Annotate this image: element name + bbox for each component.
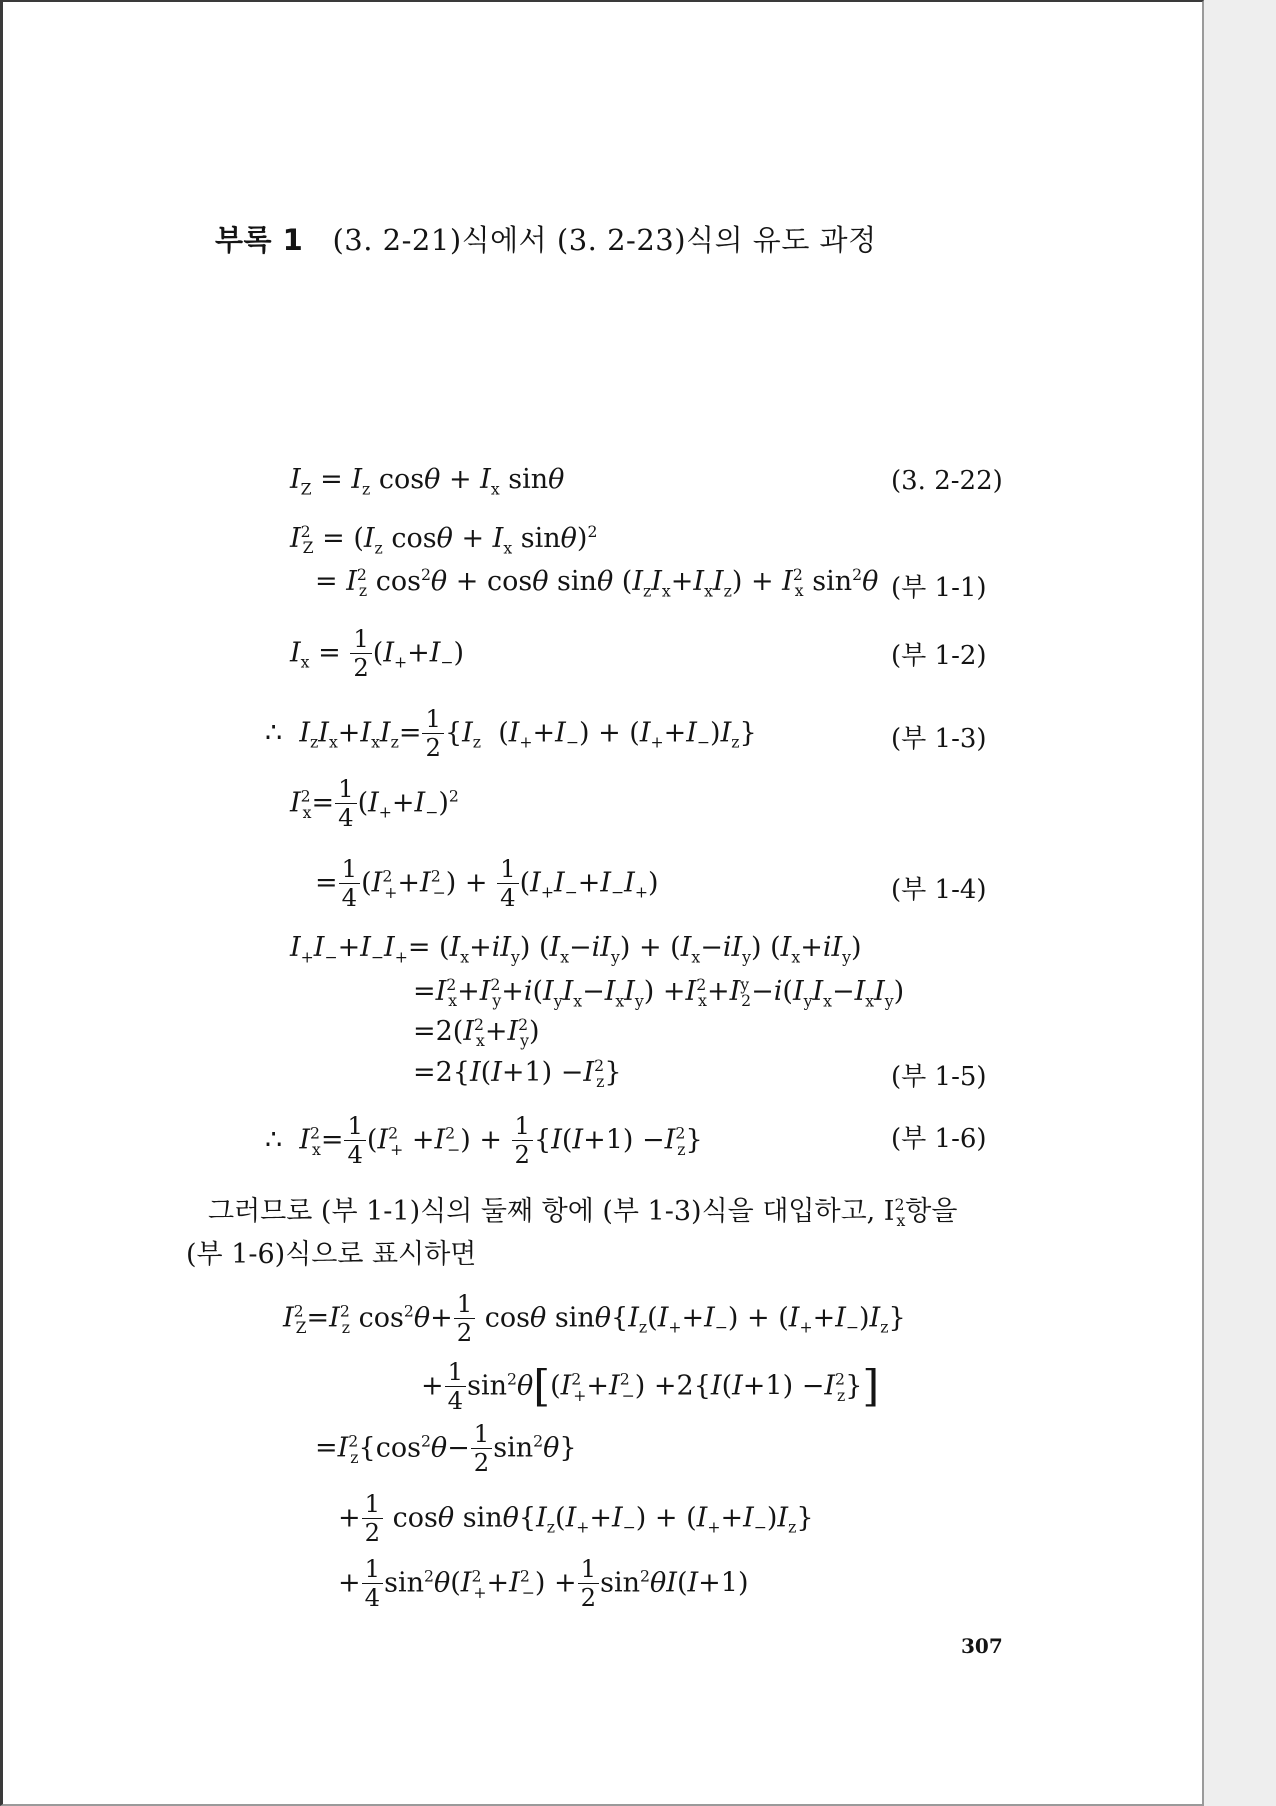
equation-number: (부 1-5) [891,1062,987,1092]
equation-number: (부 1-4) [891,875,987,905]
equation-bu-1-1-line1: $I^2_Z = (I_z$ $\cos\theta + I_x$ sinθ)$^2$ [290,522,598,558]
equation-number: (부 1-3) [891,724,987,754]
equation-bu-1-4: = $\frac{1}{4}$ $(I^2_++I^2_-)$ + $\frac{1}{4}$ $(I_+I_-+I_-I_+)$ [315,854,659,913]
page-title: 부록 1 (3. 2-21)식에서 (3. 2-23)식의 유도 과정 [215,223,877,257]
equation-bu-1-5-line3: $=2(I^2_x+I^2_y)$ [413,1015,540,1051]
equation-bu-1-3: ∴ $I_zI_x+I_xI_z=$ $\frac{1}{2}$ {$I_z$ $(I_++I_-) + (I_++I_-)I_z$} [265,704,757,763]
equation-final-line3: $=I^2_z\{\cos^2\theta-$ $\frac{1}{2}$ $\sin^2\theta$} [315,1419,577,1478]
equation-final-line2: + $\frac{1}{4}$ $\sin^2\theta[(I^2_++I^2_-) +2\{I(I+1) -I^2_z\}]$ [421,1357,880,1416]
equation-ix-squared: $I^2_x=$ $\frac{1}{4}$ $(I_++I_-)^2$ [290,774,459,833]
equation-final-line5: + $\frac{1}{4}$ $\sin^2\theta(I^2_++I^2_-)$ + $\frac{1}{2}$ $\sin^2\theta I(I+1)$ [338,1554,749,1613]
paragraph-line-1: 그러므로 (부 1-1)식의 둘째 항에 (부 1-3)식을 대입하고, $I^2_x$항을 [208,1195,958,1231]
equation-bu-1-5-line4: $=2\{I(I+1) -I^2_z\}$ [413,1056,622,1092]
equation-bu-1-5-line2: $=I^2_x+I^2_y+i(I_yI_x-I_xI_y) +I^2_x+I^y_2-i(I_yI_x-I_xI_y)$ [413,975,905,1011]
equation-number: (부 1-6) [891,1124,987,1154]
equation-bu-1-5-line1: $I_+I_-+I_-I_+= (I_x+iI_y) (I_x-iI_y) + (I_x-iI_y)$ $(I_x+iI_y)$ [290,932,862,967]
equation-number: (부 1-1) [891,573,987,603]
equation-number: (부 1-2) [891,641,987,671]
equation-3-2-22: $I_Z = I_z$ $\cos\theta + I_x$ sinθ [290,464,565,499]
paragraph-line-2: (부 1-6)식으로 표시하면 [186,1239,477,1270]
equation-bu-1-2: $I_x$ = $\frac{1}{2}$ $(I_++I_-)$ [290,624,465,683]
equation-final-line4: + $\frac{1}{2}$ cosθ $\sin\theta\{I_z(I_++I_-) + (I_++I_-)I_z\}$ [338,1489,814,1548]
equation-final-line1: $I^2_Z=I^2_z$ $\cos^2\theta+$ $\frac{1}{2}$ cosθ $\sin\theta\{I_z(I_++I_-) + (I_++I_-)I_z\}$ [283,1289,906,1348]
equation-bu-1-6: ∴ $I^2_x=$ $\frac{1}{4}$ $(I^2_+ +I^2_-)$ + $\frac{1}{2}$ $\{I(I+1) -I^2_z\}$ [265,1111,703,1170]
equation-bu-1-1-line2: = $I^2_z$ $\cos^2\theta + \cos\theta$ sinθ $(I_zI_x+I_xI_z) + I^2_x$ $\sin^2\theta$ [315,565,879,601]
page-number: 307 [961,1634,1003,1658]
equation-number: (3. 2-22) [891,466,1003,496]
